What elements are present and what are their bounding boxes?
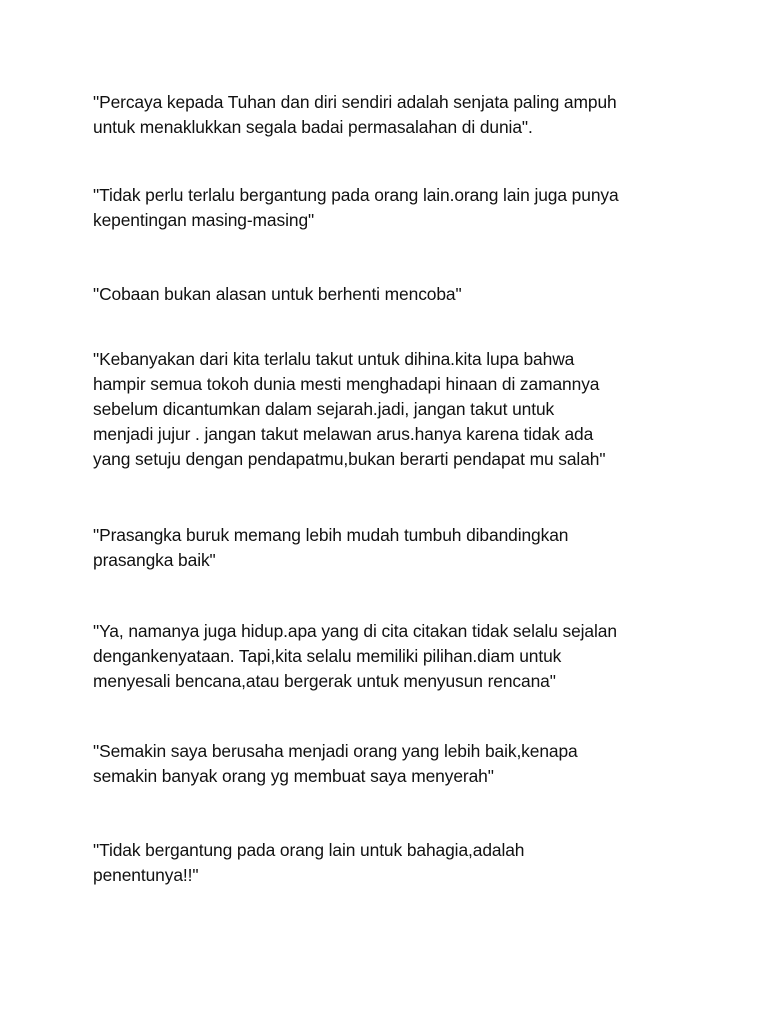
quote-line: dengankenyataan. Tapi,kita selalu memiliki pilihan.diam untuk <box>93 646 562 666</box>
quote-line: sebelum dicantumkan dalam sejarah.jadi, jangan takut untuk <box>93 399 555 419</box>
quote-paragraph <box>93 347 733 472</box>
quote-paragraph <box>93 838 733 888</box>
quote-paragraph <box>93 523 733 573</box>
quote-paragraph <box>93 90 733 140</box>
quote-line: "Tidak perlu terlalu bergantung pada orang lain.orang lain juga punya <box>93 185 619 205</box>
quote-line: menyesali bencana,atau bergerak untuk menyusun rencana" <box>93 671 556 691</box>
quote-line: "Prasangka buruk memang lebih mudah tumbuh dibandingkan <box>93 525 569 545</box>
quote-line: "Tidak bergantung pada orang lain untuk bahagia,adalah <box>93 840 525 860</box>
quote-line: "Percaya kepada Tuhan dan diri sendiri adalah senjata paling ampuh <box>93 92 617 112</box>
quote-line: kepentingan masing-masing" <box>93 210 315 230</box>
quote-line: "Kebanyakan dari kita terlalu takut untuk dihina.kita lupa bahwa <box>93 349 575 369</box>
quote-line: semakin banyak orang yg membuat saya menyerah" <box>93 766 494 786</box>
quote-line: hampir semua tokoh dunia mesti menghadapi hinaan di zamannya <box>93 374 600 394</box>
quote-line: yang setuju dengan pendapatmu,bukan berarti pendapat mu salah" <box>93 449 606 469</box>
quote-line: "Ya, namanya juga hidup.apa yang di cita citakan tidak selalu sejalan <box>93 621 617 641</box>
quote-line: prasangka baik" <box>93 550 216 570</box>
quote-paragraph <box>93 183 733 233</box>
quote-line: penentunya!!" <box>93 865 199 885</box>
quote-line: untuk menaklukkan segala badai permasalahan di dunia". <box>93 117 533 137</box>
quote-paragraph <box>93 619 733 694</box>
quote-line: "Semakin saya berusaha menjadi orang yang lebih baik,kenapa <box>93 741 578 761</box>
quote-paragraph <box>93 739 733 789</box>
quote-line: menjadi jujur . jangan takut melawan arus.hanya karena tidak ada <box>93 424 594 444</box>
quote-paragraph <box>93 282 733 307</box>
quote-line: "Cobaan bukan alasan untuk berhenti mencoba" <box>93 284 462 304</box>
